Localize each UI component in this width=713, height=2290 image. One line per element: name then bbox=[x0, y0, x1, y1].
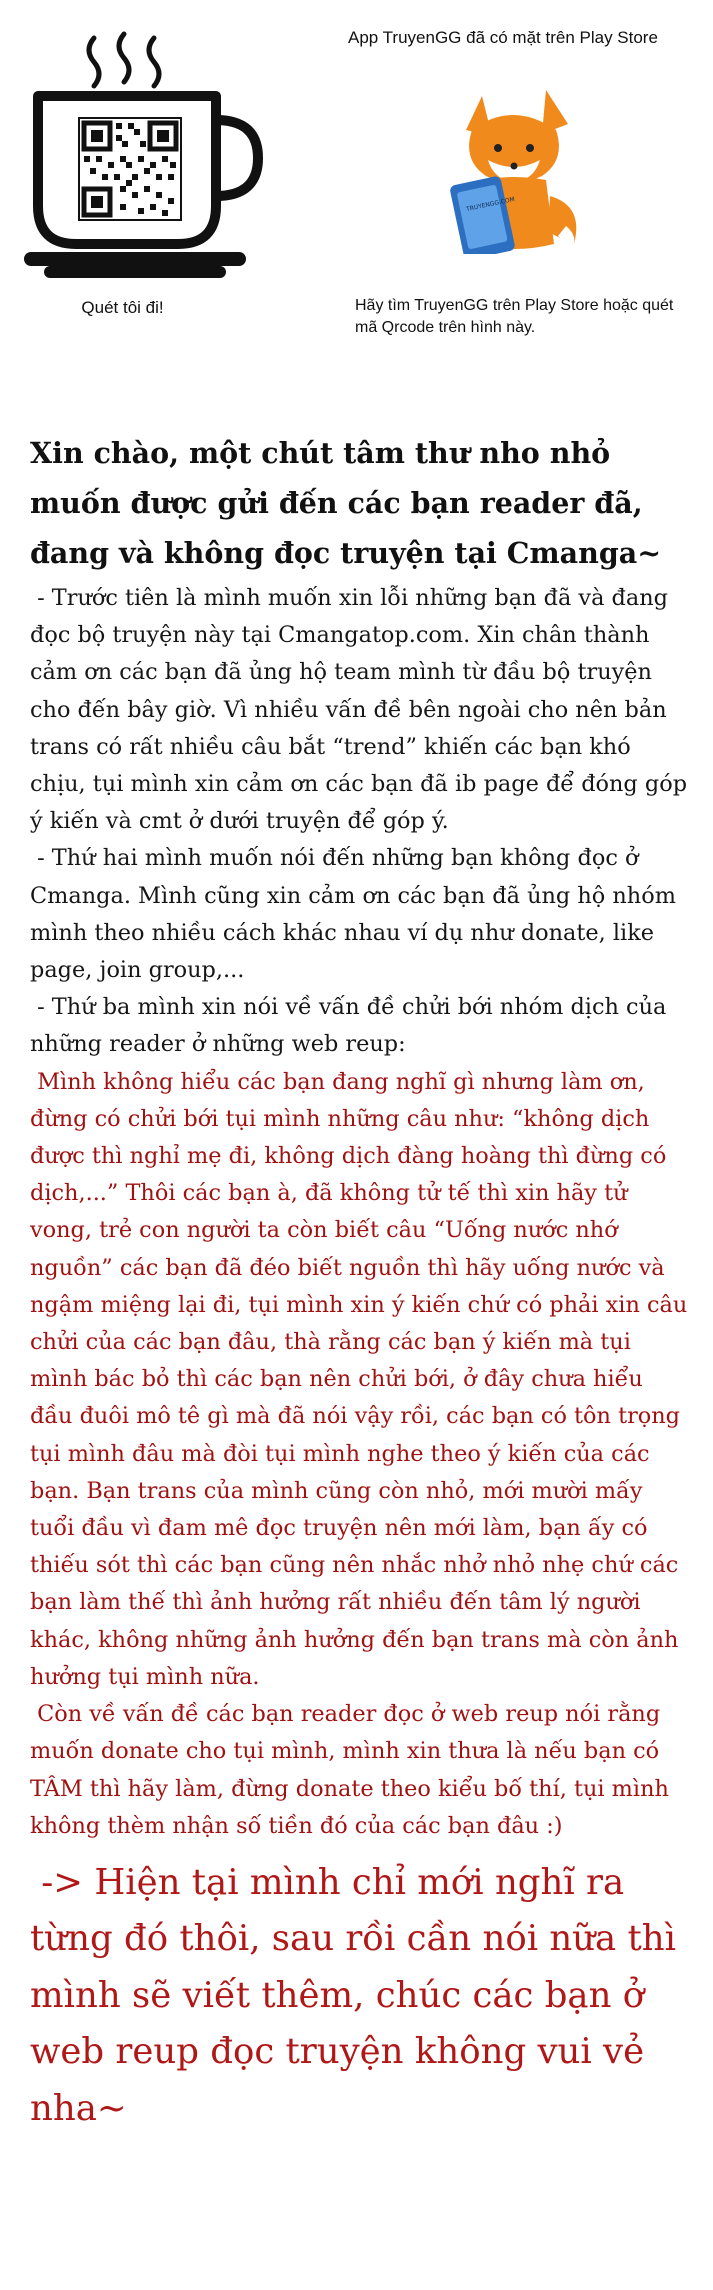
qr-caption: Quét tôi đi! bbox=[81, 298, 164, 317]
letter-paragraph-2: - Thứ hai mình muốn nói đến những bạn không đọc ở Cmanga. Mình cũng xin cảm ơn các bạn đã ủng hộ nhóm mình theo nhiều cách khác nhau ví dụ như donate, like page, join group,... bbox=[30, 845, 684, 984]
letter bbox=[30, 428, 695, 2137]
fox-mascot bbox=[442, 76, 582, 254]
coffee-cup-qr bbox=[24, 28, 274, 290]
letter-paragraph-5: Còn về vấn đề các bạn reader đọc ở web reup nói rằng muốn donate cho tụi mình, mình xin thưa là nếu bạn có TÂM thì hãy làm, đừng donate theo kiểu bố thí, tụi mình không thèm nhận số tiền đó của các bạn đâu :) bbox=[30, 1701, 677, 1839]
promo-banner bbox=[0, 0, 713, 360]
qr-code-icon bbox=[79, 118, 181, 220]
fox-mascot-icon bbox=[442, 76, 582, 254]
letter-paragraph-3: - Thứ ba mình xin nói về vấn đề chửi bới nhóm dịch của những reader ở những web reup: bbox=[30, 994, 674, 1058]
letter-greeting: Xin chào, một chút tâm thư nho nhỏ muốn được gửi đến các bạn reader đã, đang và không đọc truyện tại Cmanga~ bbox=[30, 436, 662, 570]
coffee-cup-icon bbox=[24, 28, 274, 290]
letter-paragraph-1: - Trước tiên là mình muốn xin lỗi những bạn đã và đang đọc bộ truyện này tại Cmangatop.com. Xin chân thành cảm ơn các bạn đã ủng hộ team mình từ đầu bộ truyện cho đến bây giờ. Vì nhiều vấn đề bên ngoài cho nên bản trans có rất nhiều câu bắt “trend” khiến các bạn khó chịu, tụi mình xin cảm ơn các bạn đã ib page để đóng góp ý kiến và cmt ở dưới truyện để góp ý. bbox=[30, 585, 695, 835]
play-store-description: Hãy tìm TruyenGG trên Play Store hoặc quét mã Qrcode trên hình này. bbox=[355, 297, 674, 336]
phone-screen-label: TRUYENGG.COM bbox=[465, 195, 516, 214]
letter-paragraph-4: Mình không hiểu các bạn đang nghĩ gì nhưng làm ơn, đừng có chửi bới tụi mình những câu như: “không dịch được thì nghỉ mẹ đi, không dịch đàng hoàng thì đừng có dịch,...” Thôi các bạn à, đã không tử tế thì xin hãy tử vong, trẻ con người ta còn biết câu “Uống nước nhớ nguồn” các bạn đã đéo biết nguồn thì hãy uống nước và ngậm miệng lại đi, tụi mình xin ý kiến chứ có phải xin câu chửi của các bạn đâu, thà rằng các bạn ý kiến mà tụi mình bác bỏ thì các bạn nên chửi bới, ở đây chưa hiểu đầu đuôi mô tê gì mà đã nói vậy rồi, các bạn có tôn trọng tụi mình đâu mà đòi tụi mình nghe theo ý kiến của các bạn. Bạn trans của mình cũng còn nhỏ, mới mười mấy tuổi đầu vì đam mê đọc truyện nên mới làm, bạn ấy có thiếu sót thì các bạn cũng nên nhắc nhở nhỏ nhẹ chứ các bạn làm thế thì ảnh hưởng rất nhiều đến tâm lý người khác, không những ảnh hưởng đến bạn trans mà còn ảnh hưởng tụi mình nữa. bbox=[30, 1068, 695, 1690]
play-store-title: App TruyenGG đã có mặt trên Play Store bbox=[348, 28, 658, 47]
letter-closing: -> Hiện tại mình chỉ mới nghĩ ra từng đó thôi, sau rồi cần nói nữa thì mình sẽ viết thêm, chúc các bạn ở web reup đọc truyện không vui vẻ nha~ bbox=[30, 1861, 688, 2129]
